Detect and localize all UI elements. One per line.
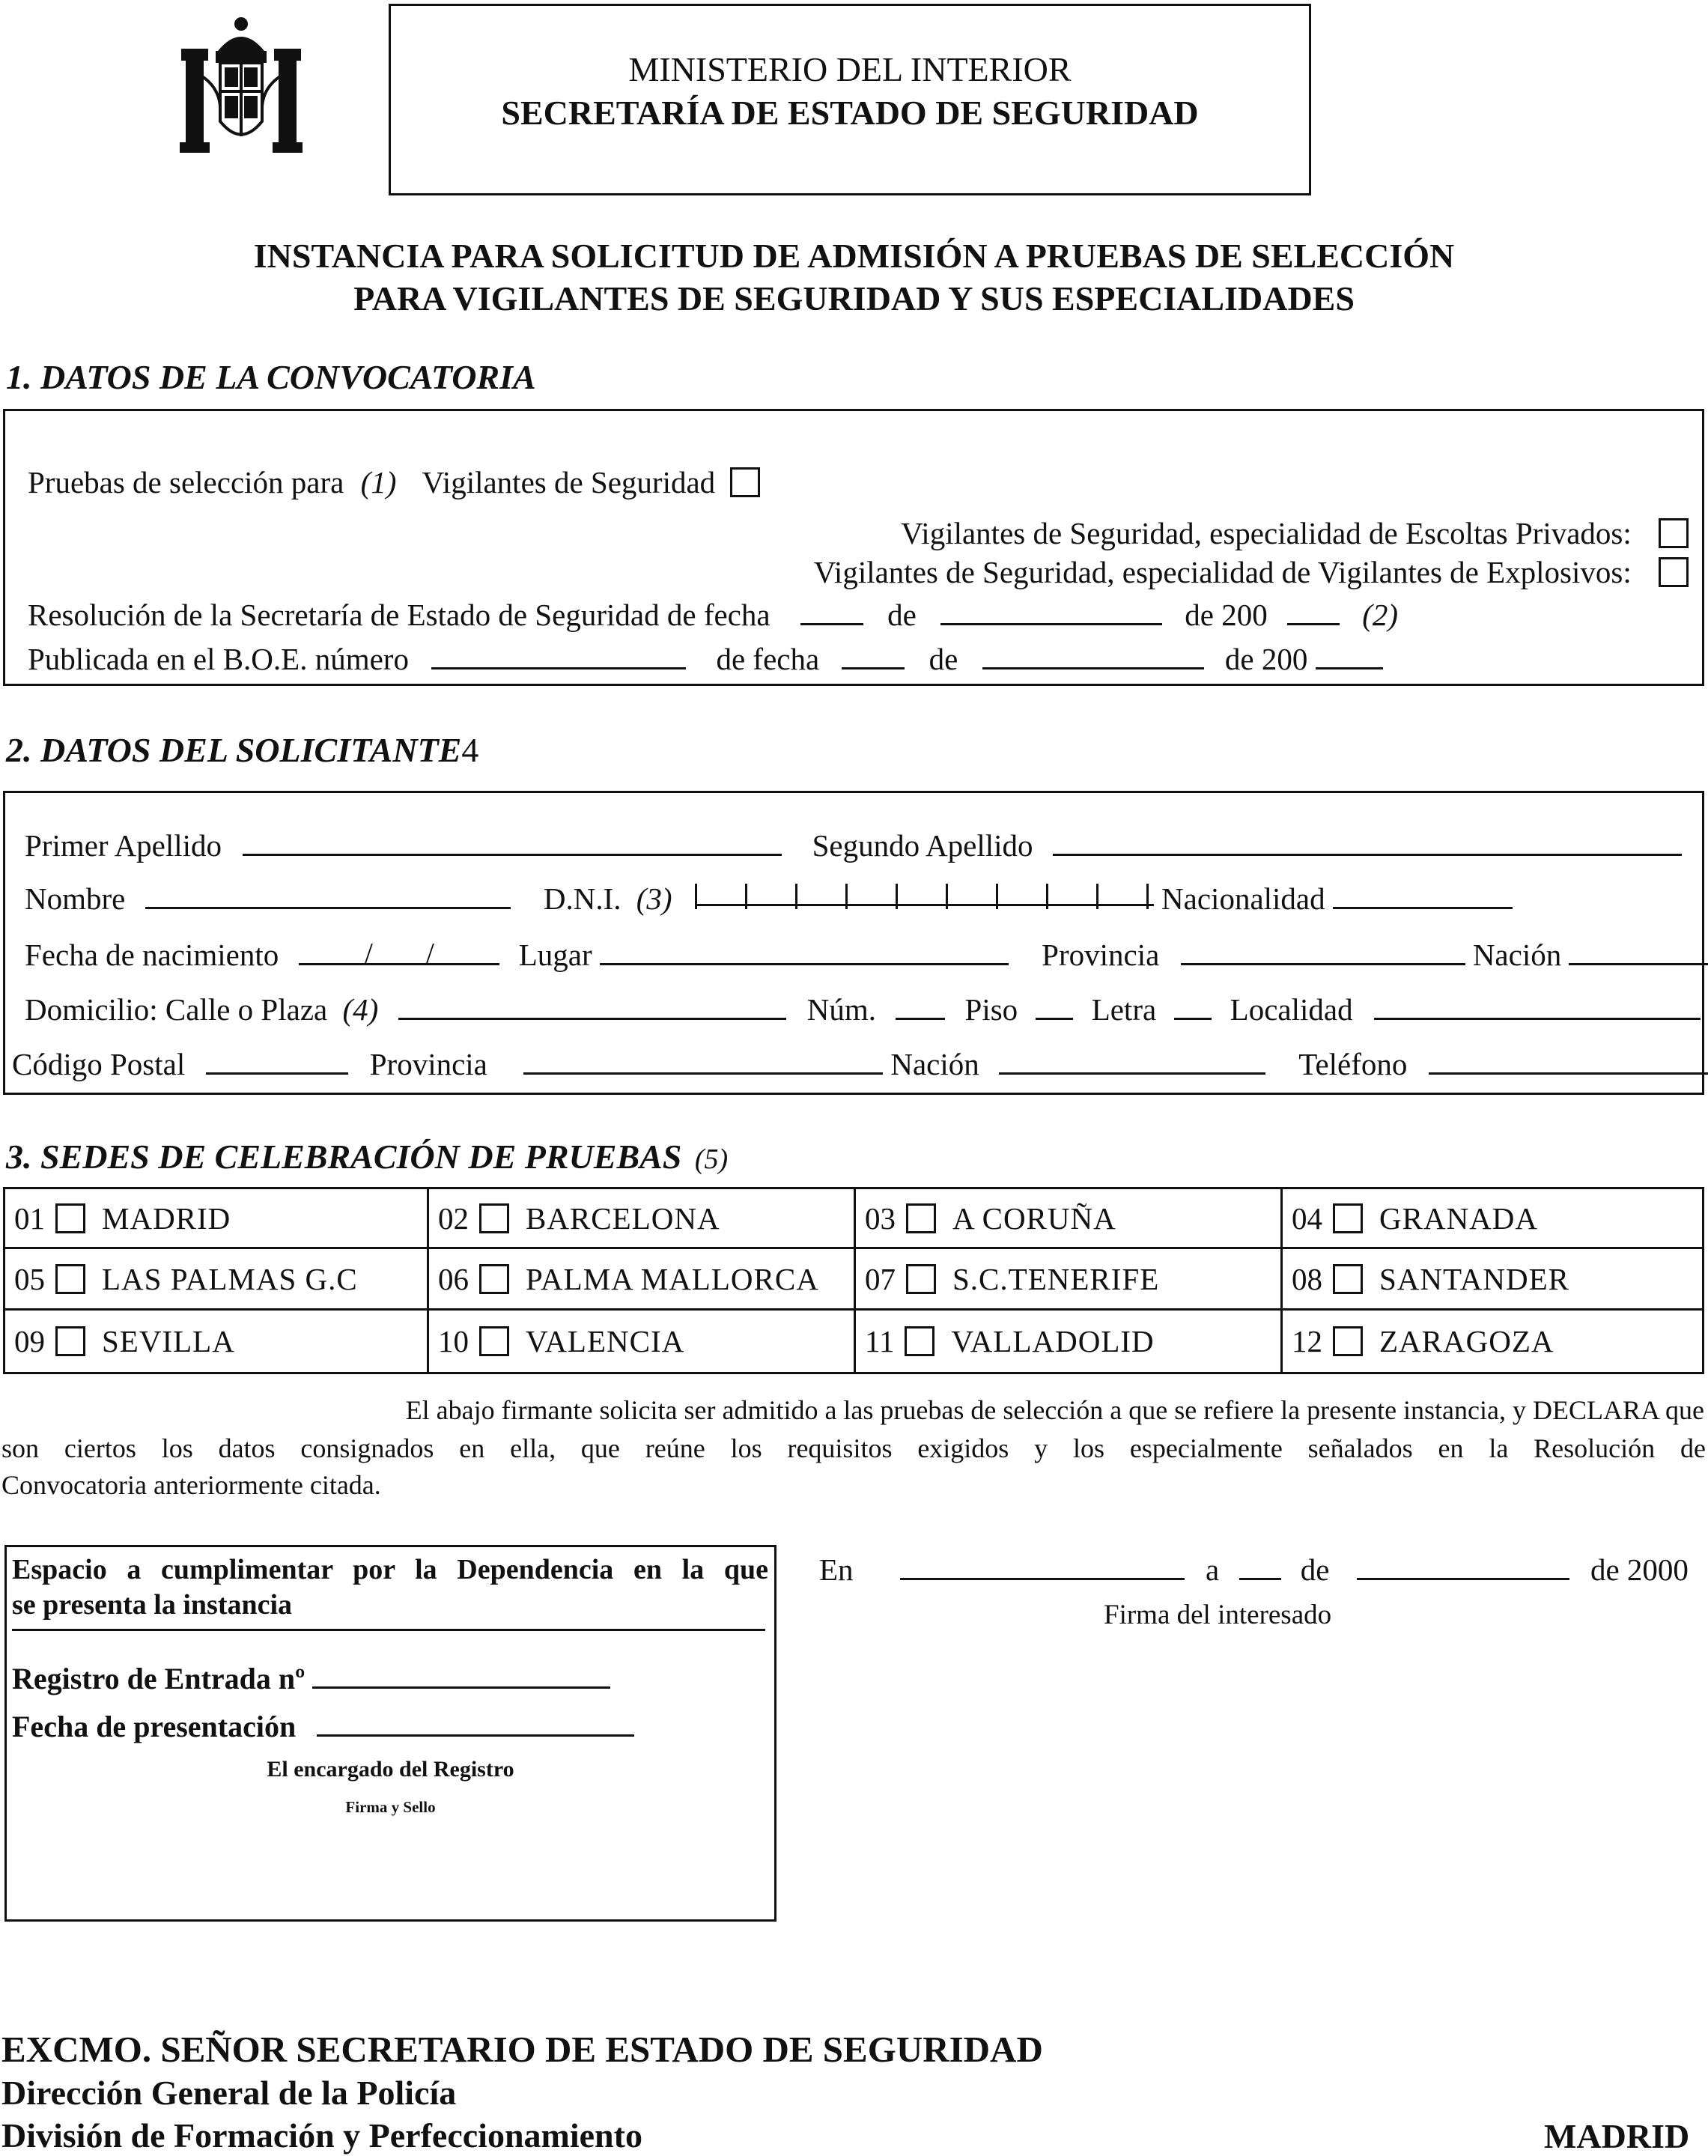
fecha-presentacion-row [12,1709,634,1744]
section2-heading-text: 2. DATOS DEL SOLICITANTE [6,731,462,769]
resolucion-month-field[interactable] [940,600,1162,625]
en-label: En [819,1552,854,1587]
office-box-divider [12,1629,765,1631]
sede-name: SEVILLA [102,1324,235,1358]
firma-sello-label: Firma y Sello [345,1798,436,1816]
calle-field[interactable] [398,995,786,1020]
sede-code: 05 [14,1261,45,1296]
sede-checkbox[interactable] [905,1326,934,1356]
sede-name: LAS PALMAS G.C [102,1261,358,1296]
sede-cell [429,1189,856,1249]
piso-field[interactable] [1036,995,1073,1020]
primer-apellido-field[interactable] [243,830,782,856]
explosivos-label: Vigilantes de Seguridad, especialidad de Vigilantes de Explosivos: [813,555,1632,589]
section3-heading-text: 3. SEDES DE CELEBRACIÓN DE PRUEBAS [6,1138,682,1176]
ministry-name: MINISTERIO DEL INTERIOR [628,50,1072,88]
sede-code: 09 [14,1324,45,1358]
sede-checkbox[interactable] [1333,1203,1363,1233]
sede-code: 01 [14,1200,45,1236]
escoltas-label: Vigilantes de Seguridad, especialidad de Escoltas Privados: [901,516,1632,550]
nombre-label: Nombre [25,881,126,916]
segundo-apellido-field[interactable] [1053,830,1682,856]
localidad-field[interactable] [1374,995,1701,1020]
vigilantes-checkbox[interactable] [730,467,760,497]
registro-label: Registro de Entrada nº [12,1662,306,1695]
num-field[interactable] [896,995,945,1020]
telefono-field[interactable] [1429,1049,1708,1075]
sede-checkbox[interactable] [906,1203,936,1233]
cp-nacion-field[interactable] [999,1049,1265,1075]
primer-apellido-label: Primer Apellido [25,828,222,863]
sede-cell [5,1249,429,1311]
signature-month-field[interactable] [1357,1555,1569,1580]
sede-name: VALENCIA [526,1324,685,1358]
sede-checkbox[interactable] [906,1264,936,1294]
declaration-line1: El abajo firmante solicita ser admitido a las pruebas de selección a que se refiere la presente instancia, y DECLARA que [405,1395,1704,1425]
date-slash: / [425,936,434,971]
section2-heading [6,730,478,770]
sede-code: 10 [438,1324,469,1358]
sede-name: PALMA MALLORCA [526,1261,819,1296]
sede-cell [856,1249,1283,1311]
nacimiento-row [25,937,1708,973]
codigo-postal-label: Código Postal [12,1047,186,1081]
resolucion-year-field[interactable] [1287,600,1340,625]
resolucion-year-prefix: de 200 [1185,598,1268,632]
sede-cell [5,1189,429,1249]
sede-code: 03 [865,1200,896,1236]
lugar-field[interactable] [600,940,1009,965]
escoltas-row [901,515,1689,551]
publicada-fecha-label: de fecha [716,642,820,676]
form-title-line1: INSTANCIA PARA SOLICITUD DE ADMISIÓN A PRUEBAS DE SELECCIÓN [253,237,1455,275]
sede-cell [5,1311,429,1372]
letra-field[interactable] [1174,995,1212,1020]
coat-of-arms-icon [174,16,309,155]
section2-heading-suffix: 4 [461,731,479,769]
signature-row [819,1552,1689,1588]
boe-year-field[interactable] [1316,644,1383,669]
note-5: (5) [694,1144,729,1175]
addressee-line2: Dirección General de la Policía [1,2074,457,2112]
piso-label: Piso [964,992,1018,1027]
pruebas-row [28,464,760,500]
encargado-label: El encargado del Registro [267,1757,514,1782]
sede-checkbox[interactable] [479,1326,509,1356]
addressee-line3: División de Formación y Perfeccionamiento [1,2116,642,2155]
sede-cell [429,1249,856,1311]
sede-code: 07 [865,1261,896,1296]
publicada-label: Publicada en el B.O.E. número [28,642,409,676]
a-label: a [1206,1552,1220,1587]
note-3: (3) [636,881,672,916]
boe-de-label: de [929,642,958,676]
firma-interesado-label: Firma del interesado [1104,1600,1332,1630]
sede-name: ZARAGOZA [1379,1324,1554,1358]
sede-code: 12 [1292,1324,1322,1358]
declaration-line3: Convocatoria anteriormente citada. [1,1470,381,1500]
explosivos-checkbox[interactable] [1659,557,1689,587]
nacionalidad-field[interactable] [1333,884,1513,909]
signature-day-field[interactable] [1239,1555,1281,1580]
registro-row [12,1661,610,1696]
boe-day-field[interactable] [842,644,905,669]
fecha-nacimiento-label: Fecha de nacimiento [25,938,279,972]
note-2: (2) [1362,598,1399,632]
sede-name: SANTANDER [1379,1261,1569,1296]
sede-cell [1283,1311,1702,1372]
boe-month-field[interactable] [982,644,1204,669]
sede-checkbox[interactable] [1333,1326,1363,1356]
nacion-field[interactable] [1569,940,1708,965]
sede-cell [1283,1249,1702,1311]
sede-checkbox[interactable] [479,1264,509,1294]
publicada-row [28,641,1383,677]
office-box-title1: Espacio a cumplimentar por la Dependencia en la que [12,1554,768,1585]
office-box-title2: se presenta la instancia [12,1589,293,1621]
sede-cell [1283,1189,1702,1249]
sede-name: MADRID [102,1200,231,1236]
de-label: de [1300,1552,1330,1587]
section1-heading: 1. DATOS DE LA CONVOCATORIA [6,358,536,396]
nacion-label: Nación [1472,938,1562,972]
declaration-line2: son ciertos los datos consignados en ella, que reúne los requisitos exigidos y los especialmente señalados en la Resolución de [1,1433,1706,1463]
place-field[interactable] [900,1555,1185,1580]
section3-heading [6,1137,728,1176]
de2000-label: de 2000 [1590,1552,1689,1587]
segundo-apellido-label: Segundo Apellido [812,828,1033,863]
resolucion-label: Resolución de la Secretaría de Estado de Seguridad de fecha [28,598,771,632]
sede-code: 11 [865,1324,895,1358]
telefono-label: Teléfono [1298,1047,1408,1081]
nacionalidad-label: Nacionalidad [1161,881,1325,916]
explosivos-row [814,554,1689,590]
registro-field[interactable] [312,1663,610,1689]
sede-code: 06 [438,1261,469,1296]
escoltas-checkbox[interactable] [1659,518,1689,548]
cp-provincia-label: Provincia [369,1047,487,1081]
domicilio-row [25,992,1701,1027]
addressee-line1: EXCMO. SEÑOR SECRETARIO DE ESTADO DE SEGURIDAD [1,2029,1043,2070]
sede-checkbox[interactable] [55,1326,85,1356]
resolucion-row [28,597,1398,633]
sede-name: BARCELONA [526,1200,720,1236]
dni-label: D.N.I. [543,881,621,916]
codigo-postal-field[interactable] [206,1049,348,1075]
lugar-label: Lugar [518,938,592,972]
provincia-field[interactable] [1181,940,1465,965]
sede-checkbox[interactable] [479,1203,509,1233]
resolucion-de-label: de [887,598,917,632]
dni-field[interactable] [695,881,1154,906]
resolucion-day-field[interactable] [800,600,863,625]
addressee-city: MADRID [1544,2117,1690,2155]
sede-cell [856,1311,1283,1372]
sede-name: GRANADA [1379,1200,1538,1236]
sede-name: A CORUÑA [952,1200,1116,1236]
pruebas-label: Pruebas de selección para [28,465,344,499]
secretariat-name: SECRETARÍA DE ESTADO DE SEGURIDAD [501,94,1199,132]
sede-cell [856,1189,1283,1249]
sede-code: 02 [438,1200,469,1236]
nombre-row [25,881,1513,917]
provincia-label: Provincia [1042,938,1160,972]
sedes-grid [3,1187,1704,1374]
letra-label: Letra [1091,992,1157,1027]
num-label: Núm. [806,992,877,1027]
fecha-presentacion-field[interactable] [317,1711,634,1737]
fecha-nacimiento-field[interactable] [299,936,499,971]
domicilio-label: Domicilio: Calle o Plaza [25,992,328,1027]
sede-checkbox[interactable] [1333,1264,1363,1294]
date-slash: / [364,936,373,971]
sede-checkbox[interactable] [55,1264,85,1294]
boe-number-field[interactable] [431,644,686,669]
note-1: (1) [360,465,397,499]
form-title-line2: PARA VIGILANTES DE SEGURIDAD Y SUS ESPECIALIDADES [353,279,1355,318]
sede-checkbox[interactable] [55,1203,85,1233]
sede-name: S.C.TENERIFE [952,1261,1160,1296]
sede-name: VALLADOLID [951,1324,1155,1358]
apellidos-row [25,828,1682,863]
sede-code: 04 [1292,1200,1322,1236]
localidad-label: Localidad [1230,992,1353,1027]
cp-nacion-label: Nación [890,1047,979,1081]
codigo-postal-row [12,1046,1708,1082]
fecha-presentacion-label: Fecha de presentación [12,1710,297,1743]
cp-provincia-field[interactable] [523,1049,883,1075]
sede-code: 08 [1292,1261,1322,1296]
sede-cell [429,1311,856,1372]
vigilantes-label: Vigilantes de Seguridad [422,465,716,499]
note-4: (4) [342,992,379,1027]
nombre-field[interactable] [145,884,511,909]
boe-year-prefix: de 200 [1224,642,1308,676]
